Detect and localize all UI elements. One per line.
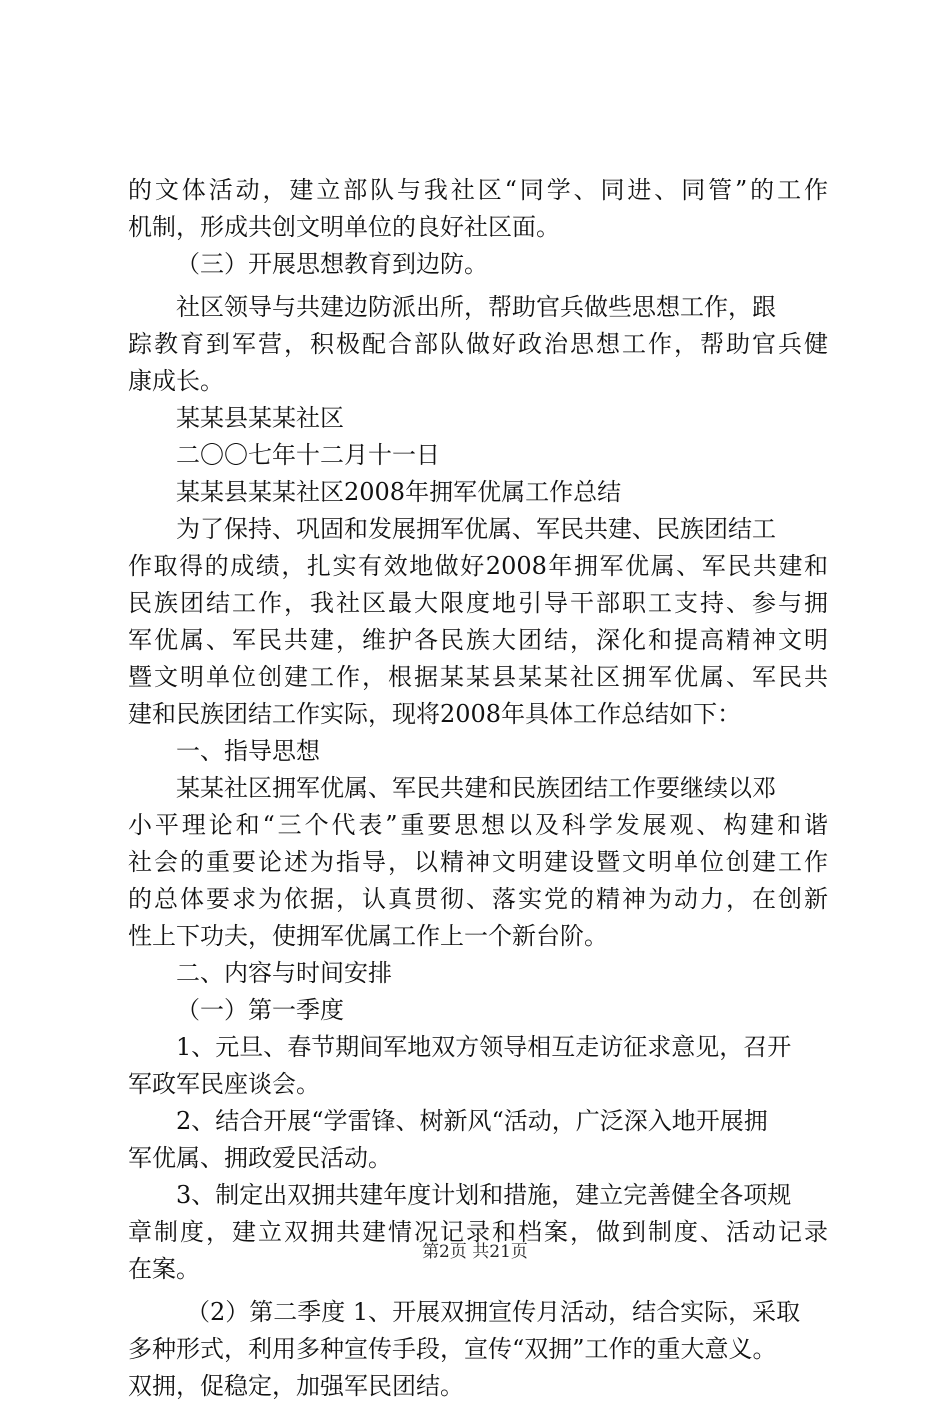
paragraph-line: 性上下功夫，使拥军优属工作上一个新台阶。: [128, 922, 608, 950]
paragraph-line: 为了保持、巩固和发展拥军优属、军民共建、民族团结工: [176, 515, 776, 543]
signature-date: 二〇〇七年十二月十一日: [176, 441, 440, 469]
paragraph-line: 机制，形成共创文明单位的良好社区面。: [128, 213, 560, 241]
paragraph-line: 小平理论和“三个代表”重要思想以及科学发展观、构建和谐: [128, 811, 828, 839]
subsection-heading: （2）第二季度 1、开展双拥宣传月活动，结合实际，采取: [186, 1298, 801, 1326]
document-body: [128, 172, 828, 1405]
paragraph-line: 社会的重要论述为指导，以精神文明建设暨文明单位创建工作: [128, 848, 828, 876]
list-item-continued: 在案。: [128, 1255, 200, 1283]
document-title: 某某县某某社区2008年拥军优属工作总结: [176, 478, 622, 506]
list-item-continued: 章制度，建立双拥共建情况记录和档案，做到制度、活动记录: [128, 1218, 828, 1246]
section-heading: 二、内容与时间安排: [176, 959, 392, 987]
page-footer: 第2页 共21页: [422, 1242, 528, 1262]
section-heading: （三）开展思想教育到边防。: [176, 250, 488, 278]
paragraph-line: 康成长。: [128, 367, 224, 395]
paragraph-line: 作取得的成绩，扎实有效地做好2008年拥军优属、军民共建和: [128, 552, 828, 580]
paragraph-line: 某某社区拥军优属、军民共建和民族团结工作要继续以邓: [176, 774, 776, 802]
paragraph-line: 军优属、军民共建，维护各民族大团结，深化和提高精神文明: [128, 626, 828, 654]
signature-organization: 某某县某某社区: [176, 404, 344, 432]
paragraph-line: 踪教育到军营，积极配合部队做好政治思想工作，帮助官兵健: [128, 330, 828, 358]
paragraph-line: 的总体要求为依据，认真贯彻、落实党的精神为动力，在创新: [128, 885, 828, 913]
list-item-continued: 军优属、拥政爱民活动。: [128, 1144, 392, 1172]
list-item: 1、元旦、春节期间军地双方领导相互走访征求意见，召开: [176, 1033, 792, 1061]
paragraph-line: 双拥，促稳定，加强军民团结。: [128, 1372, 464, 1400]
list-item-continued: 军政军民座谈会。: [128, 1070, 320, 1098]
paragraph-line: 多种形式，利用多种宣传手段，宣传“双拥”工作的重大意义。: [128, 1335, 777, 1363]
subsection-heading: （一）第一季度: [176, 996, 344, 1024]
list-item: 2、结合开展“学雷锋、树新风“活动，广泛深入地开展拥: [176, 1107, 768, 1135]
paragraph-line: 建和民族团结工作实际，现将2008年具体工作总结如下：: [128, 700, 742, 728]
paragraph-line: 民族团结工作，我社区最大限度地引导干部职工支持、参与拥: [128, 589, 828, 617]
list-item: 3、制定出双拥共建年度计划和措施，建立完善健全各项规: [176, 1181, 792, 1209]
paragraph-line: 的文体活动，建立部队与我社区“同学、同进、同管”的工作: [128, 176, 828, 204]
section-heading: 一、指导思想: [176, 737, 320, 765]
paragraph-line: 社区领导与共建边防派出所，帮助官兵做些思想工作，跟: [176, 293, 776, 321]
paragraph-line: 暨文明单位创建工作，根据某某县某某社区拥军优属、军民共: [128, 663, 828, 691]
